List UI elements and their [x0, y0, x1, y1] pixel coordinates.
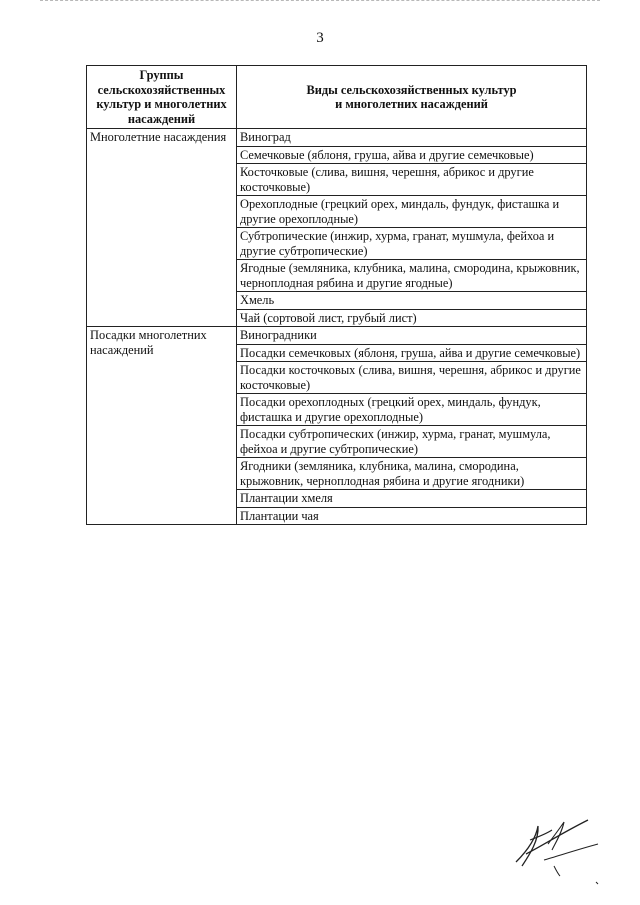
- group-name-cell: Многолетние насаждения: [87, 129, 237, 327]
- crop-kind-cell: Косточковые (слива, вишня, черешня, абрикос и другие косточковые): [237, 164, 587, 196]
- table-body: [87, 129, 587, 525]
- crop-kind-cell: Виноградники: [237, 327, 587, 345]
- crop-kind-cell: Плантации хмеля: [237, 490, 587, 508]
- crop-kind-cell: Посадки семечковых (яблоня, груша, айва и другие семечковые): [237, 344, 587, 362]
- table-row: [87, 129, 587, 147]
- top-edge-dashed-line: [40, 0, 600, 1]
- crop-kind-cell: Хмель: [237, 292, 587, 310]
- crops-table: [86, 65, 587, 525]
- crop-kind-cell: Ягодные (земляника, клубника, малина, смородина, крыжовник, черноплодная рябина и другие ягодные): [237, 260, 587, 292]
- page-number: 3: [316, 30, 324, 46]
- crop-kind-cell: Семечковые (яблоня, груша, айва и другие семечковые): [237, 146, 587, 164]
- crop-kind-cell: Плантации чая: [237, 507, 587, 525]
- crop-kind-cell: Ягодники (земляника, клубника, малина, смородина, крыжовник, черноплодная рябина и другие ягодники): [237, 458, 587, 490]
- crop-kind-cell: Посадки орехоплодных (грецкий орех, миндаль, фундук, фисташка и другие орехоплодные): [237, 394, 587, 426]
- header-groups: Группы сельскохозяйственных культур и многолетних насаждений: [87, 66, 237, 129]
- table-row: [87, 327, 587, 345]
- header-kinds-text: Виды сельскохозяйственных культур и многолетних насаждений: [306, 82, 517, 111]
- crop-kind-cell: Виноград: [237, 129, 587, 147]
- crop-kind-cell: Субтропические (инжир, хурма, гранат, мушмула, фейхоа и другие субтропические): [237, 228, 587, 260]
- crop-kind-cell: Чай (сортовой лист, грубый лист): [237, 309, 587, 327]
- table-header-row: [87, 66, 587, 129]
- crop-kind-cell: Посадки субтропических (инжир, хурма, гранат, мушмула, фейхоа и другие субтропические): [237, 426, 587, 458]
- crop-kind-cell: Орехоплодные (грецкий орех, миндаль, фундук, фисташка и другие орехоплодные): [237, 196, 587, 228]
- handwritten-signature-icon: [508, 810, 608, 890]
- header-kinds: [237, 66, 587, 129]
- crop-kind-cell: Посадки косточковых (слива, вишня, черешня, абрикос и другие косточковые): [237, 362, 587, 394]
- group-name-cell: Посадки многолетних насаждений: [87, 327, 237, 525]
